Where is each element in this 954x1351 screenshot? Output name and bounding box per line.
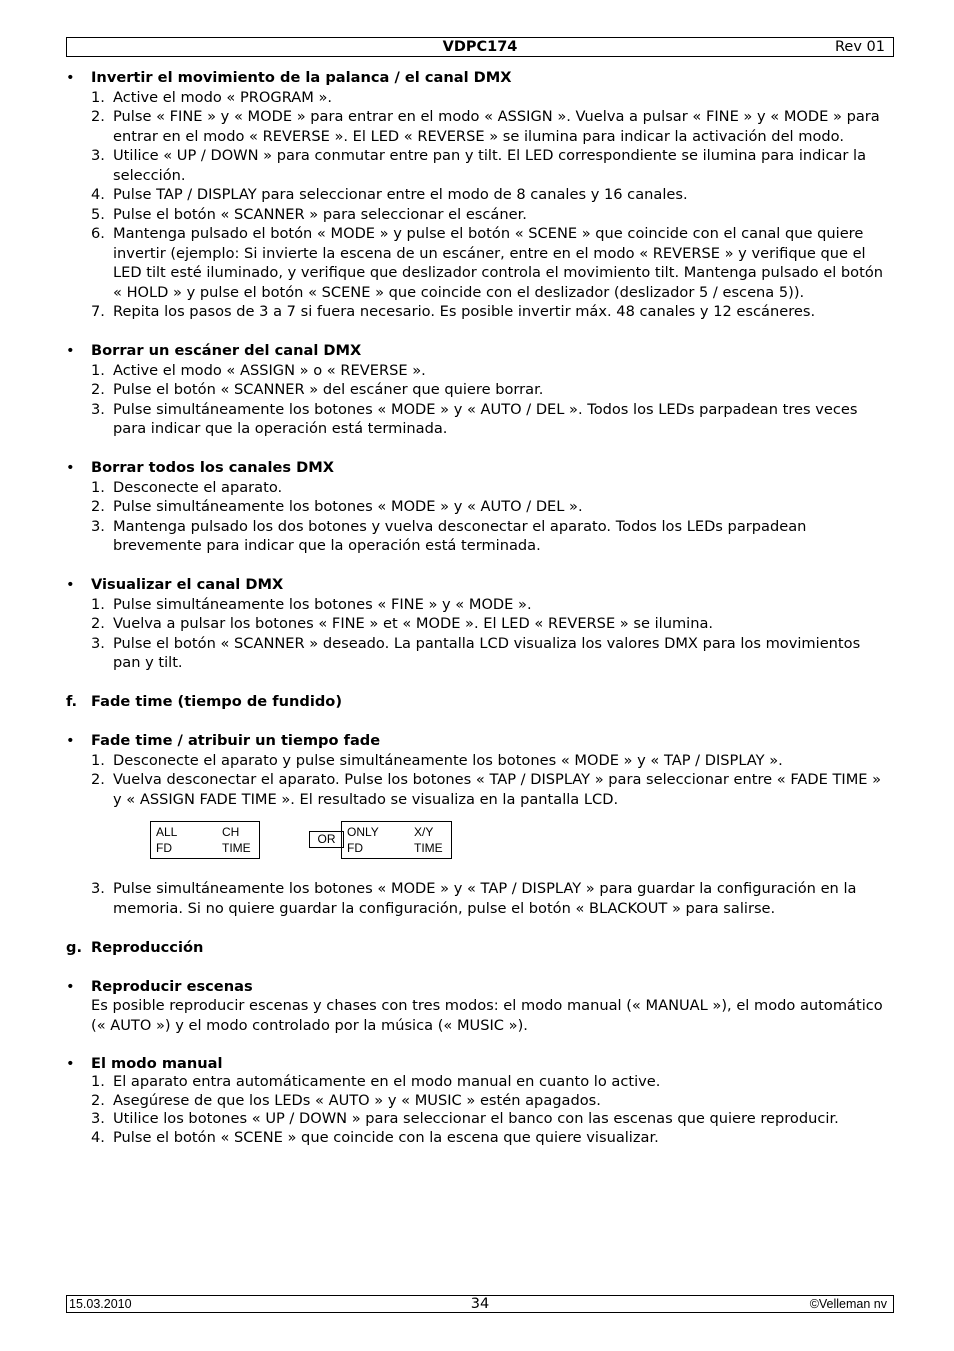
lcd-display-all-ch: ALL CH FD TIME [150,821,260,859]
list-item: 1. Desconecte el aparato. [91,478,283,496]
list-item: 7. Repita los pasos de 3 a 7 si fuera necesario. Es posible invertir máx. 48 canales y 12 escáneres. [91,303,816,320]
steps-list [91,361,890,439]
list-item: 1. El aparato entra automáticamente en el modo manual en cuanto lo active. [91,1073,661,1090]
steps-list [91,751,890,810]
bullet-icon: • [66,69,75,86]
section-title: Borrar todos los canales DMX [91,459,334,476]
list-item: 2. Pulse « FINE » y « MODE » para entrar en el modo « ASSIGN ». Vuelva a pulsar « FINE » y « MODE » para entrar en el modo « REVERSE ». El LED « REVERSE » se ilumina para indicar la activación del modo. [91,108,880,145]
list-item: 1. Active el modo « ASSIGN » o « REVERSE ». [91,361,426,379]
list-item: 4. Pulse el botón « SCENE » que coincide con la escena que quiere visualizar. [91,1128,659,1146]
bullet-icon: • [66,977,75,995]
section-invert-dmx [66,68,890,322]
revision-label: Rev 01 [835,39,885,55]
page-content [66,68,890,1147]
bullet-icon: • [66,342,75,359]
list-item: 4. Pulse TAP / DISPLAY para seleccionar entre el modo de 8 canales y 16 canales. [91,186,688,203]
section-title: Reproducir escenas [91,977,253,995]
section-title: Invertir el movimiento de la palanca / el canal DMX [91,69,512,86]
list-item: 2. Vuelva desconectar el aparato. Pulse los botones « TAP / DISPLAY » para seleccionar entre « FADE TIME » y « ASSIGN FADE TIME ». El resultado se visualiza en la pantalla LCD. [91,771,882,808]
document-title: VDPC174 [442,39,518,55]
section-paragraph: Es posible reproducir escenas y chases con tres modos: el modo manual (« MANUAL »), el modo automático (« AUTO ») y el modo controlado por la música (« MUSIC »). [91,997,883,1034]
section-title: El modo manual [91,1054,223,1072]
list-item: 3. Pulse simultáneamente los botones « MODE » y « AUTO / DEL ». Todos los LEDs parpadean tres veces para indicar que la operación está terminada. [91,400,858,437]
or-label: OR [309,831,344,848]
list-item: 2. Asegúrese de que los LEDs « AUTO » y « MUSIC » estén apagados. [91,1091,601,1109]
steps-list [91,88,890,322]
section-title: Fade time / atribuir un tiempo fade [91,732,381,749]
page-header [66,37,894,57]
steps-list [91,595,890,673]
list-item: 3. Utilice los botones « UP / DOWN » para seleccionar el banco con las escenas que quiere reproducir. [91,1110,839,1127]
footer-copyright: ©Velleman nv [809,1297,887,1311]
list-item: 1. Pulse simultáneamente los botones « FINE » y « MODE ». [91,595,532,613]
footer-date: 15.03.2010 [69,1297,132,1311]
bullet-icon: • [66,1054,75,1072]
section-title: Visualizar el canal DMX [91,576,284,593]
section-manual-mode [66,1055,890,1148]
steps-list [91,879,890,918]
section-fade-time [66,731,890,918]
section-view-dmx [66,575,890,673]
section-play-scenes [66,977,890,1036]
section-g-heading: g. Reproducción [66,938,204,956]
list-item: 3. Mantenga pulsado los dos botones y vuelva desconectar el aparato. Todos los LEDs parpadean brevemente para indicar que la operación está terminada. [91,517,807,554]
steps-list [91,1073,890,1147]
bullet-icon: • [66,732,75,749]
section-delete-scanner [66,341,890,439]
list-item: 3. Pulse simultáneamente los botones « MODE » y « TAP / DISPLAY » para guardar la configuración en la memoria. Si no quiere guardar la configuración, pulse el botón « BLACKOUT » para salirse. [91,880,857,917]
list-item: 6. Mantenga pulsado el botón « MODE » y pulse el botón « SCENE » que coincide con el canal que quiere invertir (ejemplo: Si invierte la escena de un escáner, entre en el modo « REVERSE » y verifique que el LED tilt esté iluminado, y verifique que deslizador controla el movimiento tilt. Mantenga pulsado el botón « HOLD » y pulse el botón « SCENE » que coincide con el deslizador (deslizador 5 / escena 5)). [91,225,884,301]
list-item: 2. Vuelva a pulsar los botones « FINE » et « MODE ». El LED « REVERSE » se ilumina. [91,615,714,632]
page-footer [66,1295,894,1313]
steps-list [91,478,890,556]
bullet-icon: • [66,459,75,476]
list-item: 1. Active el modo « PROGRAM ». [91,88,333,106]
lcd-display-examples [91,809,890,879]
list-item: 5. Pulse el botón « SCANNER » para seleccionar el escáner. [91,205,527,223]
section-title: Borrar un escáner del canal DMX [91,342,362,359]
list-item: 1. Desconecte el aparato y pulse simultáneamente los botones « MODE » y « TAP / DISPLAY ». [91,751,783,769]
list-item: 2. Pulse simultáneamente los botones « MODE » y « AUTO / DEL ». [91,498,583,515]
bullet-icon: • [66,576,75,593]
lcd-display-only-xy: ONLY X/Y FD TIME [341,821,452,859]
list-item: 3. Utilice « UP / DOWN » para conmutar entre pan y tilt. El LED correspondiente se ilumina para indicar la selección. [91,147,867,184]
list-item: 3. Pulse el botón « SCANNER » deseado. La pantalla LCD visualiza los valores DMX para los movimientos pan y tilt. [91,634,861,671]
page-number: 34 [470,1296,490,1312]
list-item: 2. Pulse el botón « SCANNER » del escáner que quiere borrar. [91,381,544,398]
section-delete-all [66,458,890,556]
section-f-heading: f. Fade time (tiempo de fundido) [66,693,343,710]
